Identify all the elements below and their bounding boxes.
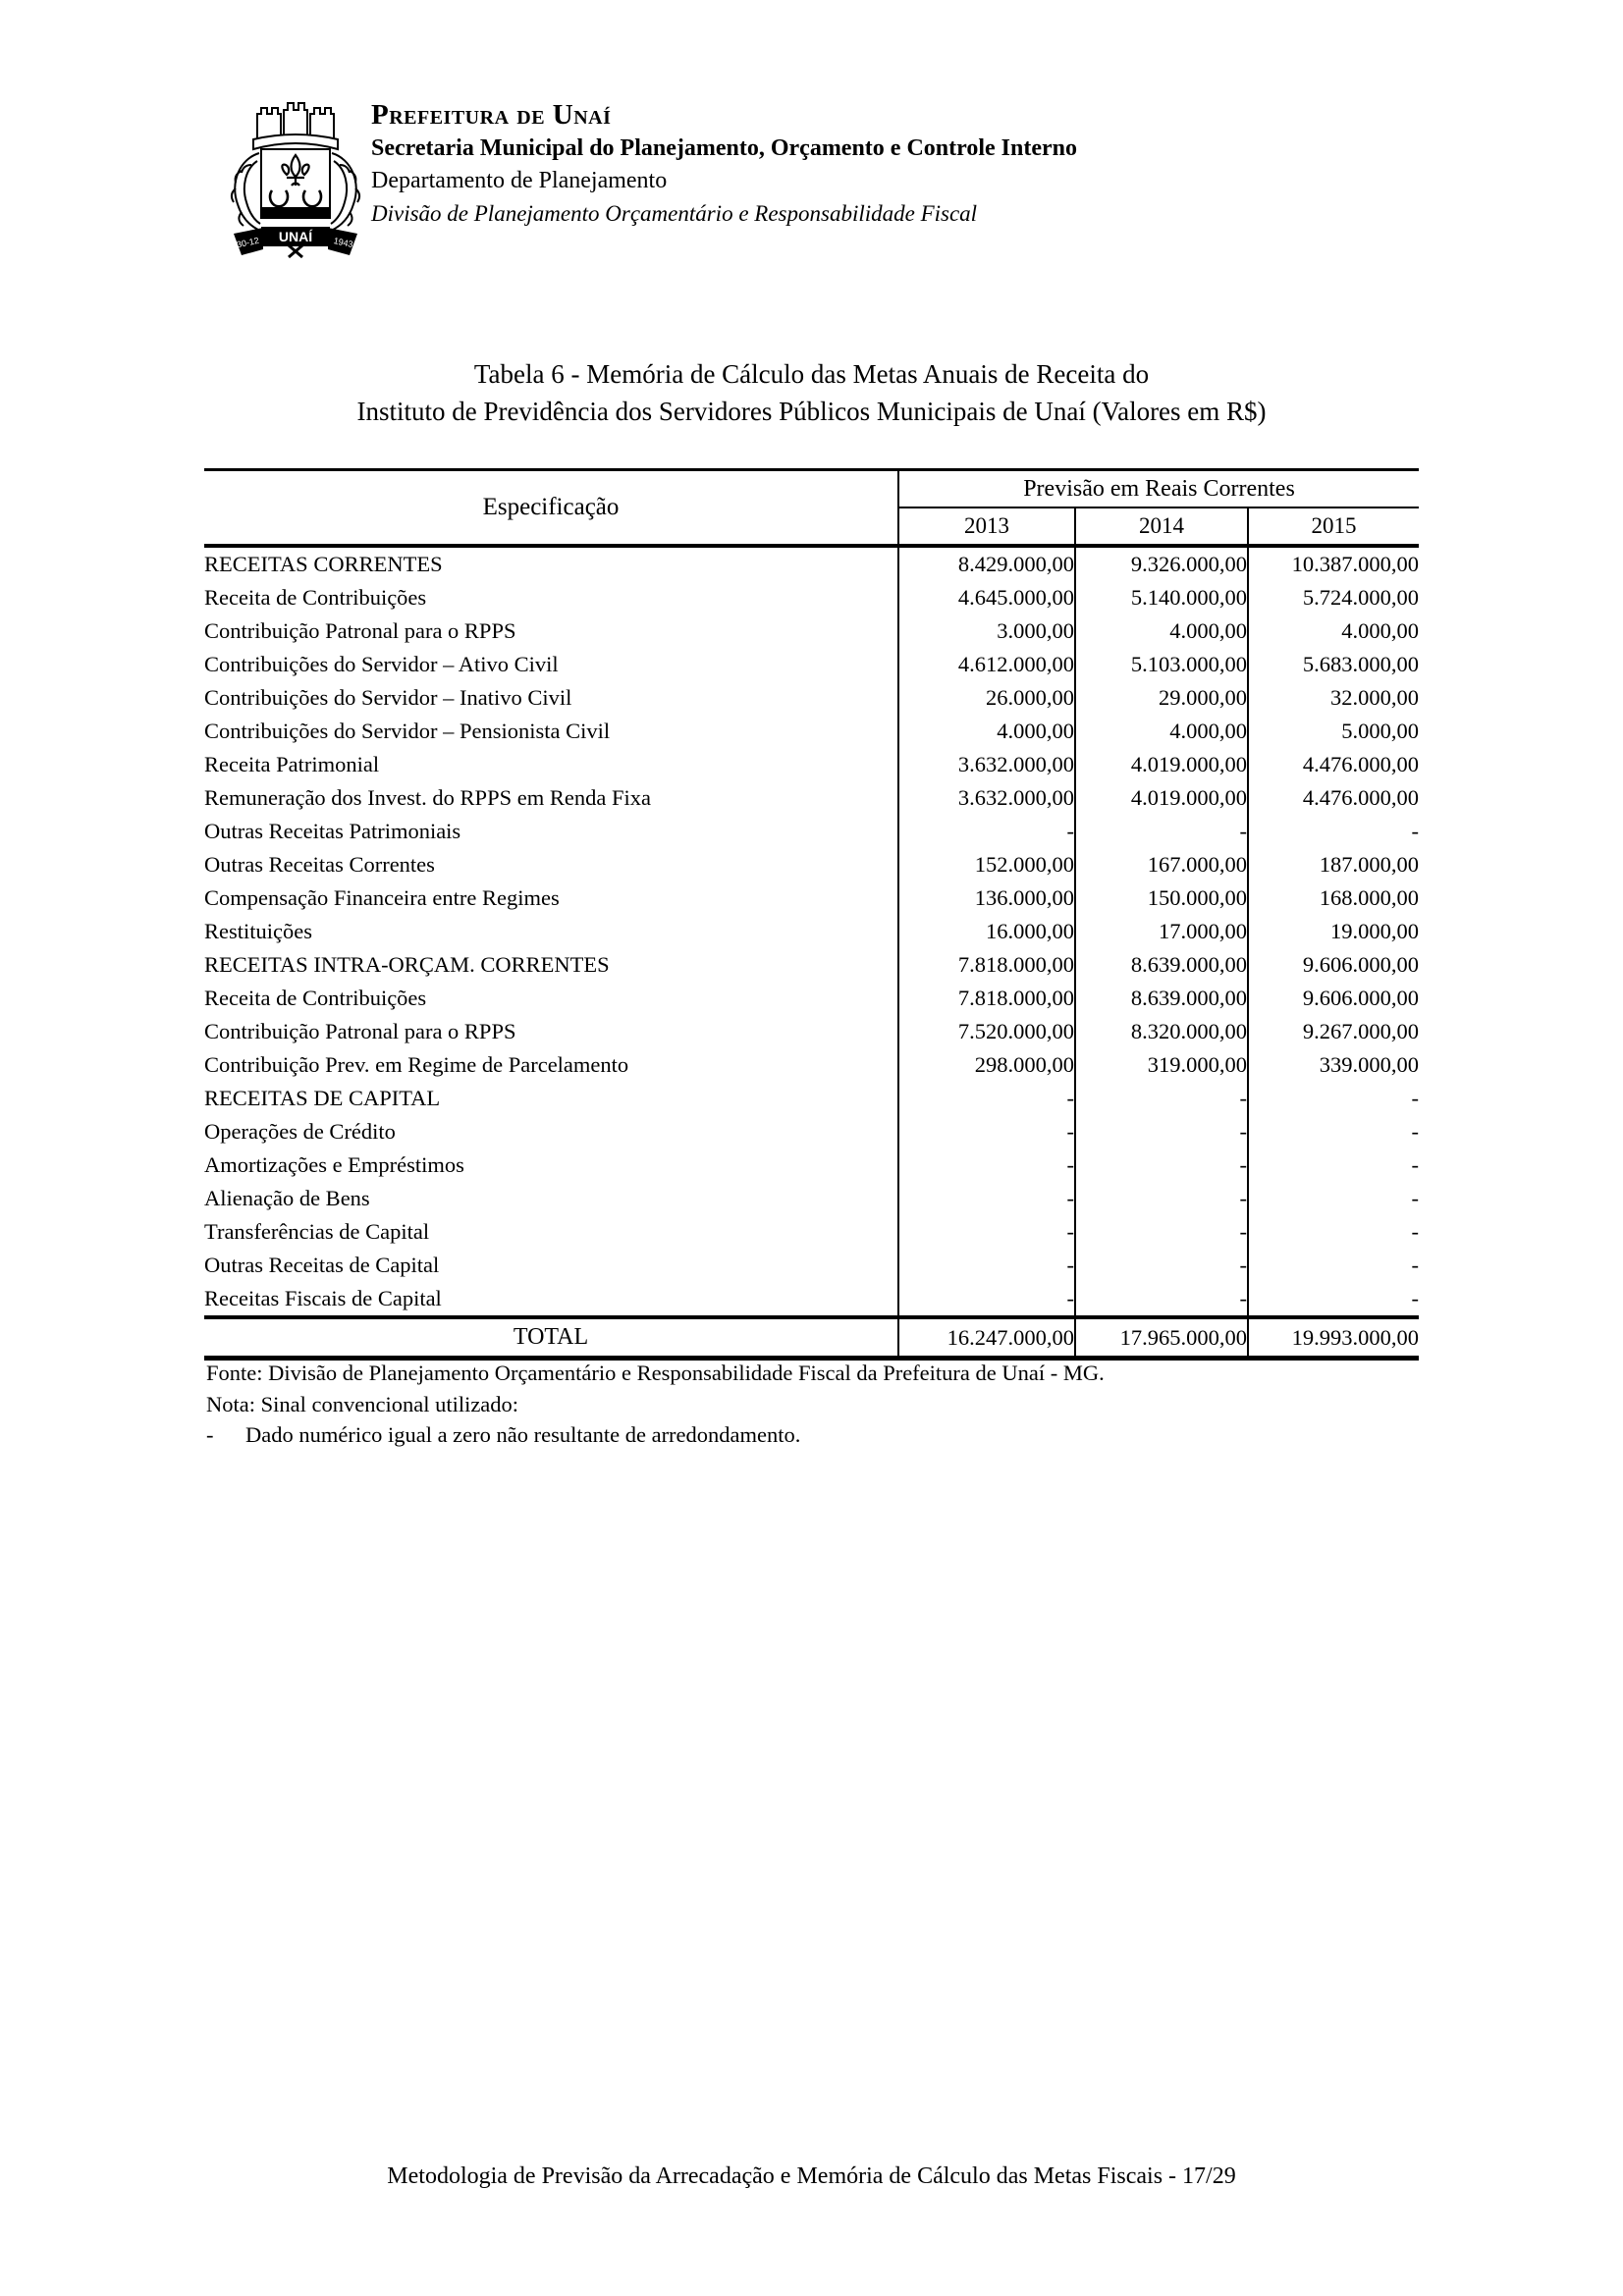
table-row — [204, 614, 1419, 648]
org-division: Divisão de Planejamento Orçamentário e Responsabilidade Fiscal — [371, 201, 978, 226]
table-title — [204, 355, 1419, 430]
forecast-group-header: Previsão em Reais Correntes — [898, 470, 1419, 508]
table-row — [204, 1182, 1419, 1215]
value-cell: 10.387.000,00 — [1248, 546, 1419, 581]
spec-cell: Restituições — [204, 919, 312, 943]
value-cell: - — [898, 1082, 1075, 1115]
table-row — [204, 681, 1419, 715]
table-notes — [206, 1358, 1421, 1451]
value-cell: 3.632.000,00 — [898, 748, 1075, 781]
value-cell: - — [1248, 1082, 1419, 1115]
value-cell: 4.019.000,00 — [1075, 748, 1248, 781]
table-row — [204, 1282, 1419, 1317]
value-cell: 8.639.000,00 — [1075, 948, 1248, 982]
spec-cell: RECEITAS CORRENTES — [204, 552, 443, 576]
note-dash: - — [206, 1422, 214, 1447]
value-cell: 150.000,00 — [1075, 881, 1248, 915]
table-row — [204, 815, 1419, 848]
value-cell: 4.476.000,00 — [1248, 781, 1419, 815]
table-row — [204, 1148, 1419, 1182]
year-header-2013: 2013 — [898, 507, 1075, 546]
value-cell: - — [898, 1115, 1075, 1148]
spec-cell: Operações de Crédito — [204, 1119, 396, 1144]
value-cell: 4.000,00 — [898, 715, 1075, 748]
value-cell: 4.476.000,00 — [1248, 748, 1419, 781]
spec-cell: Contribuições do Servidor – Inativo Civil — [204, 685, 572, 710]
value-cell: 339.000,00 — [1248, 1048, 1419, 1082]
total-value-2013: 16.247.000,00 — [898, 1317, 1075, 1359]
spec-cell: Compensação Financeira entre Regimes — [204, 885, 560, 910]
spec-cell: RECEITAS DE CAPITAL — [204, 1086, 441, 1110]
value-cell: 29.000,00 — [1075, 681, 1248, 715]
table-row — [204, 915, 1419, 948]
value-cell: - — [1248, 1148, 1419, 1182]
table-row — [204, 881, 1419, 915]
value-cell: 8.320.000,00 — [1075, 1015, 1248, 1048]
note-convention — [206, 1419, 1421, 1451]
value-cell: - — [898, 1148, 1075, 1182]
value-cell: - — [1248, 1182, 1419, 1215]
table-row — [204, 982, 1419, 1015]
value-cell: - — [898, 1215, 1075, 1249]
table-row — [204, 1249, 1419, 1282]
value-cell: 4.019.000,00 — [1075, 781, 1248, 815]
spec-column-header: Especificação — [482, 494, 620, 520]
value-cell: 136.000,00 — [898, 881, 1075, 915]
spec-cell: Contribuições do Servidor – Ativo Civil — [204, 652, 559, 676]
value-cell: 7.818.000,00 — [898, 948, 1075, 982]
value-cell: - — [1075, 1115, 1248, 1148]
value-cell: 5.724.000,00 — [1248, 581, 1419, 614]
value-cell: 3.632.000,00 — [898, 781, 1075, 815]
total-value-2015: 19.993.000,00 — [1248, 1317, 1419, 1359]
spec-cell: Outras Receitas de Capital — [204, 1253, 440, 1277]
spec-cell: Receita Patrimonial — [204, 752, 380, 776]
spec-cell: Receitas Fiscais de Capital — [204, 1286, 442, 1310]
table-row — [204, 848, 1419, 881]
table-row — [204, 1215, 1419, 1249]
value-cell: 9.267.000,00 — [1248, 1015, 1419, 1048]
value-cell: 4.000,00 — [1075, 715, 1248, 748]
table-row — [204, 748, 1419, 781]
value-cell: - — [1075, 1249, 1248, 1282]
table-row — [204, 781, 1419, 815]
value-cell: 4.000,00 — [1075, 614, 1248, 648]
logo-ribbon-text: UNAÍ — [278, 229, 313, 244]
value-cell: - — [1248, 1115, 1419, 1148]
value-cell: 187.000,00 — [1248, 848, 1419, 881]
value-cell: 32.000,00 — [1248, 681, 1419, 715]
table-header-row-group — [204, 470, 1419, 508]
value-cell: 8.639.000,00 — [1075, 982, 1248, 1015]
value-cell: 16.000,00 — [898, 915, 1075, 948]
value-cell: 3.000,00 — [898, 614, 1075, 648]
value-cell: - — [1248, 815, 1419, 848]
value-cell: 19.000,00 — [1248, 915, 1419, 948]
value-cell: 5.103.000,00 — [1075, 648, 1248, 681]
table-row — [204, 1015, 1419, 1048]
value-cell: 167.000,00 — [1075, 848, 1248, 881]
value-cell: - — [1075, 1215, 1248, 1249]
logo-ribbon-date-left: 30-12 — [236, 235, 260, 250]
value-cell: 5.683.000,00 — [1248, 648, 1419, 681]
value-cell: 26.000,00 — [898, 681, 1075, 715]
table-title-line1: Tabela 6 - Memória de Cálculo das Metas Anuais de Receita do — [473, 359, 1150, 389]
total-value-2014: 17.965.000,00 — [1075, 1317, 1248, 1359]
spec-cell: Contribuições do Servidor – Pensionista Civil — [204, 719, 611, 743]
table-title-line2: Instituto de Previdência dos Servidores Públicos Municipais de Unaí (Valores em R$) — [356, 397, 1267, 426]
value-cell: 168.000,00 — [1248, 881, 1419, 915]
coat-of-arms-logo — [218, 88, 373, 260]
org-secretariat: Secretaria Municipal do Planejamento, Orçamento e Controle Interno — [371, 135, 1077, 161]
value-cell: 5.000,00 — [1248, 715, 1419, 748]
value-cell: 4.612.000,00 — [898, 648, 1075, 681]
table-row — [204, 715, 1419, 748]
value-cell: 8.429.000,00 — [898, 546, 1075, 581]
table-row — [204, 546, 1419, 581]
table-row — [204, 1048, 1419, 1082]
spec-cell: Alienação de Bens — [204, 1186, 370, 1210]
value-cell: 152.000,00 — [898, 848, 1075, 881]
note-text: Dado numérico igual a zero não resultante de arredondamento. — [245, 1422, 801, 1447]
table-row — [204, 1082, 1419, 1115]
value-cell: 298.000,00 — [898, 1048, 1075, 1082]
value-cell: - — [1248, 1282, 1419, 1317]
value-cell: - — [1075, 1182, 1248, 1215]
value-cell: - — [1075, 815, 1248, 848]
value-cell: 4.000,00 — [1248, 614, 1419, 648]
value-cell: - — [1248, 1249, 1419, 1282]
revenue-forecast-table — [204, 468, 1419, 1361]
logo-ribbon-date-right: 1943 — [332, 236, 354, 250]
spec-cell: Contribuição Patronal para o RPPS — [204, 618, 516, 643]
table-row — [204, 1115, 1419, 1148]
value-cell: 9.606.000,00 — [1248, 982, 1419, 1015]
value-cell: - — [898, 1249, 1075, 1282]
spec-cell: Amortizações e Empréstimos — [204, 1152, 464, 1177]
spec-cell: Contribuição Prev. em Regime de Parcelamento — [204, 1052, 629, 1077]
table-row — [204, 581, 1419, 614]
table-row — [204, 648, 1419, 681]
total-label: TOTAL — [204, 1317, 898, 1359]
value-cell: - — [898, 1182, 1075, 1215]
page-footer: Metodologia de Previsão da Arrecadação e Memória de Cálculo das Metas Fiscais - 17/29 — [387, 2163, 1236, 2189]
spec-cell: RECEITAS INTRA-ORÇAM. CORRENTES — [204, 952, 610, 977]
spec-cell: Receita de Contribuições — [204, 986, 427, 1010]
value-cell: 4.645.000,00 — [898, 581, 1075, 614]
value-cell: 17.000,00 — [1075, 915, 1248, 948]
value-cell: 7.520.000,00 — [898, 1015, 1075, 1048]
value-cell: 9.606.000,00 — [1248, 948, 1419, 982]
table-body — [204, 546, 1419, 1317]
spec-cell: Receita de Contribuições — [204, 585, 427, 610]
value-cell: 9.326.000,00 — [1075, 546, 1248, 581]
table-row — [204, 948, 1419, 982]
total-row — [204, 1317, 1419, 1359]
value-cell: - — [1075, 1082, 1248, 1115]
note-label: Nota: Sinal convencional utilizado: — [206, 1391, 519, 1416]
value-cell: 7.818.000,00 — [898, 982, 1075, 1015]
org-department: Departamento de Planejamento — [371, 168, 668, 193]
value-cell: - — [1248, 1215, 1419, 1249]
spec-cell: Outras Receitas Correntes — [204, 852, 435, 877]
spec-cell: Contribuição Patronal para o RPPS — [204, 1019, 516, 1043]
spec-cell: Transferências de Capital — [204, 1219, 430, 1244]
source-note: Fonte: Divisão de Planejamento Orçamentário e Responsabilidade Fiscal da Prefeitura de Unaí - MG. — [206, 1361, 1105, 1385]
value-cell: - — [1075, 1282, 1248, 1317]
value-cell: - — [898, 815, 1075, 848]
value-cell: - — [898, 1282, 1075, 1317]
year-header-2014: 2014 — [1075, 507, 1248, 546]
letterhead — [371, 98, 1353, 230]
value-cell: 319.000,00 — [1075, 1048, 1248, 1082]
spec-cell: Outras Receitas Patrimoniais — [204, 819, 461, 843]
value-cell: - — [1075, 1148, 1248, 1182]
spec-cell: Remuneração dos Invest. do RPPS em Renda Fixa — [204, 785, 651, 810]
year-header-2015: 2015 — [1248, 507, 1419, 546]
value-cell: 5.140.000,00 — [1075, 581, 1248, 614]
org-name: Prefeitura de Unaí — [371, 99, 612, 131]
